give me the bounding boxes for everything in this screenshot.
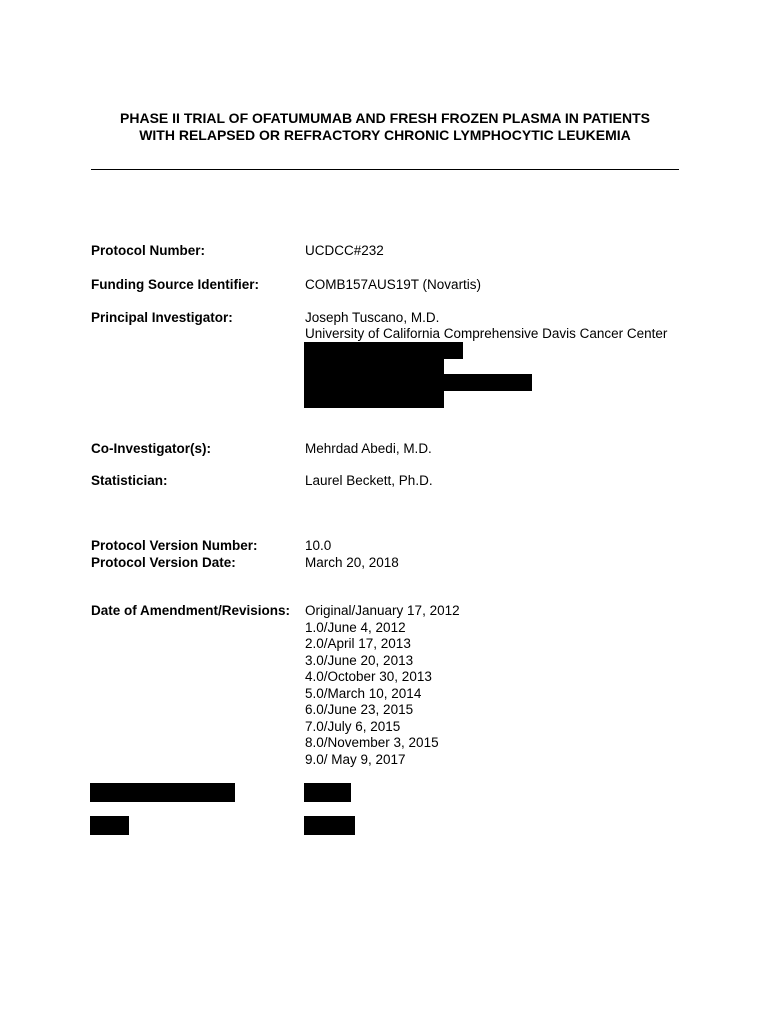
protocol-version-date-label: Protocol Version Date:: [91, 555, 236, 570]
protocol-version-number-label: Protocol Version Number:: [91, 538, 258, 553]
redaction-block: [90, 783, 235, 802]
amendment-item: 6.0/June 23, 2015: [305, 702, 414, 717]
title-divider: [91, 169, 679, 170]
amendments-label: Date of Amendment/Revisions:: [91, 603, 291, 618]
amendment-item: Original/January 17, 2012: [305, 603, 460, 618]
redaction-block: [304, 374, 532, 391]
redaction-block: [90, 816, 129, 835]
co-investigators-label: Co-Investigator(s):: [91, 441, 212, 456]
principal-investigator-name: Joseph Tuscano, M.D.: [305, 310, 440, 325]
funding-source-label: Funding Source Identifier:: [91, 277, 259, 292]
statistician-label: Statistician:: [91, 473, 168, 488]
funding-source-value: COMB157AUS19T (Novartis): [305, 277, 482, 292]
statistician-value: Laurel Beckett, Ph.D.: [305, 473, 433, 488]
amendment-item: 7.0/July 6, 2015: [305, 718, 401, 734]
protocol-version-date-value: March 20, 2018: [305, 555, 399, 570]
principal-investigator-institution: University of California Comprehensive Davis Cancer Center: [305, 326, 668, 341]
redaction-block: [304, 358, 444, 375]
title-line-2: WITH RELAPSED OR REFRACTORY CHRONIC LYMPHOCYTIC LEUKEMIA: [139, 127, 631, 143]
redaction-block: [304, 816, 355, 835]
amendment-item: 5.0/March 10, 2014: [305, 685, 422, 701]
co-investigators-value: Mehrdad Abedi, M.D.: [305, 441, 432, 456]
redaction-block: [304, 783, 351, 802]
principal-investigator-label: Principal Investigator:: [91, 310, 233, 325]
protocol-number-label: Protocol Number:: [91, 243, 206, 258]
document-title: [80, 110, 690, 144]
protocol-version-number-value: 10.0: [305, 538, 332, 553]
amendment-item: 1.0/June 4, 2012: [305, 619, 406, 635]
amendment-item: 9.0/ May 9, 2017: [305, 751, 406, 767]
amendment-item: 2.0/April 17, 2013: [305, 636, 411, 651]
amendment-item: 4.0/October 30, 2013: [305, 669, 432, 684]
redaction-block: [304, 342, 463, 359]
redaction-block: [304, 390, 444, 408]
protocol-number-value: UCDCC#232: [305, 243, 384, 258]
title-line-1: PHASE II TRIAL OF OFATUMUMAB AND FRESH FROZEN PLASMA IN PATIENTS: [120, 110, 650, 126]
amendment-item: 8.0/November 3, 2015: [305, 735, 439, 750]
amendment-item: 3.0/June 20, 2013: [305, 652, 414, 668]
